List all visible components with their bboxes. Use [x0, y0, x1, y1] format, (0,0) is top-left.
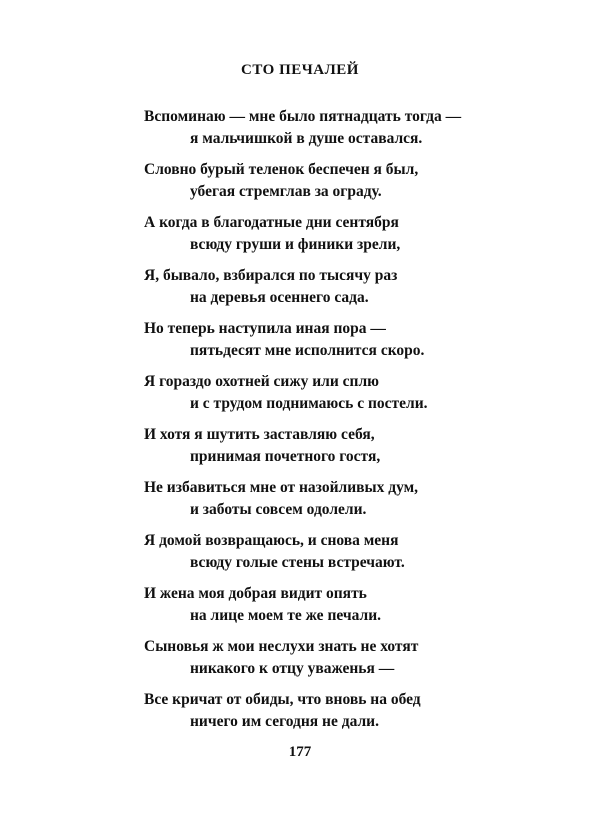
- stanza-line-2: ничего им сегодня не дали.: [190, 713, 379, 730]
- stanza-line-2: я мальчишкой в душе оставался.: [190, 130, 423, 147]
- stanza: [144, 636, 484, 689]
- stanza: [144, 477, 484, 530]
- stanza-line-2: принимая почетного гостя,: [190, 448, 381, 465]
- stanza-line-1: Не избавиться мне от назойливых дум,: [144, 479, 419, 496]
- stanza: [144, 212, 484, 265]
- stanza-line-1: Я гораздо охотней сижу или сплю: [144, 373, 380, 390]
- stanza: [144, 424, 484, 477]
- stanza-line-1: Я домой возвращаюсь, и снова меня: [144, 532, 399, 549]
- page-number: 177: [288, 744, 312, 760]
- stanza-line-1: И хотя я шутить заставляю себя,: [144, 426, 375, 443]
- stanza-line-1: Сыновья ж мои неслухи знать не хотят: [144, 638, 419, 655]
- poem-body: [144, 106, 484, 742]
- stanza-line-2: всюду голые стены встречают.: [190, 554, 405, 571]
- stanza: [144, 583, 484, 636]
- stanza-line-1: А когда в благодатные дни сентября: [144, 214, 399, 231]
- stanza: [144, 159, 484, 212]
- stanza: [144, 689, 484, 742]
- stanza-line-2: всюду груши и финики зрели,: [190, 236, 401, 253]
- stanza-line-2: на лице моем те же печали.: [190, 607, 381, 624]
- stanza: [144, 265, 484, 318]
- stanza: [144, 371, 484, 424]
- stanza-line-2: и заботы совсем одолели.: [190, 501, 367, 518]
- stanza-line-2: и с трудом поднимаюсь с постели.: [190, 395, 428, 412]
- stanza-line-1: Словно бурый теленок беспечен я был,: [144, 161, 419, 178]
- stanza-line-1: И жена моя добрая видит опять: [144, 585, 367, 602]
- stanza-line-2: на деревья осеннего сада.: [190, 289, 369, 306]
- stanza-line-2: никакого к отцу уваженья —: [190, 660, 395, 677]
- stanza: [144, 106, 484, 159]
- stanza-line-2: убегая стремглав за ограду.: [190, 183, 382, 200]
- stanza-line-1: Я, бывало, взбирался по тысячу раз: [144, 267, 398, 284]
- poem-title: СТО ПЕЧАЛЕЙ: [241, 62, 359, 78]
- stanza-line-1: Но теперь наступила иная пора —: [144, 320, 386, 337]
- stanza-line-2: пятьдесят мне исполнится скоро.: [190, 342, 425, 359]
- stanza-line-1: Вспоминаю — мне было пятнадцать тогда —: [144, 108, 462, 125]
- stanza: [144, 530, 484, 583]
- stanza: [144, 318, 484, 371]
- stanza-line-1: Все кричат от обиды, что вновь на обед: [144, 691, 421, 708]
